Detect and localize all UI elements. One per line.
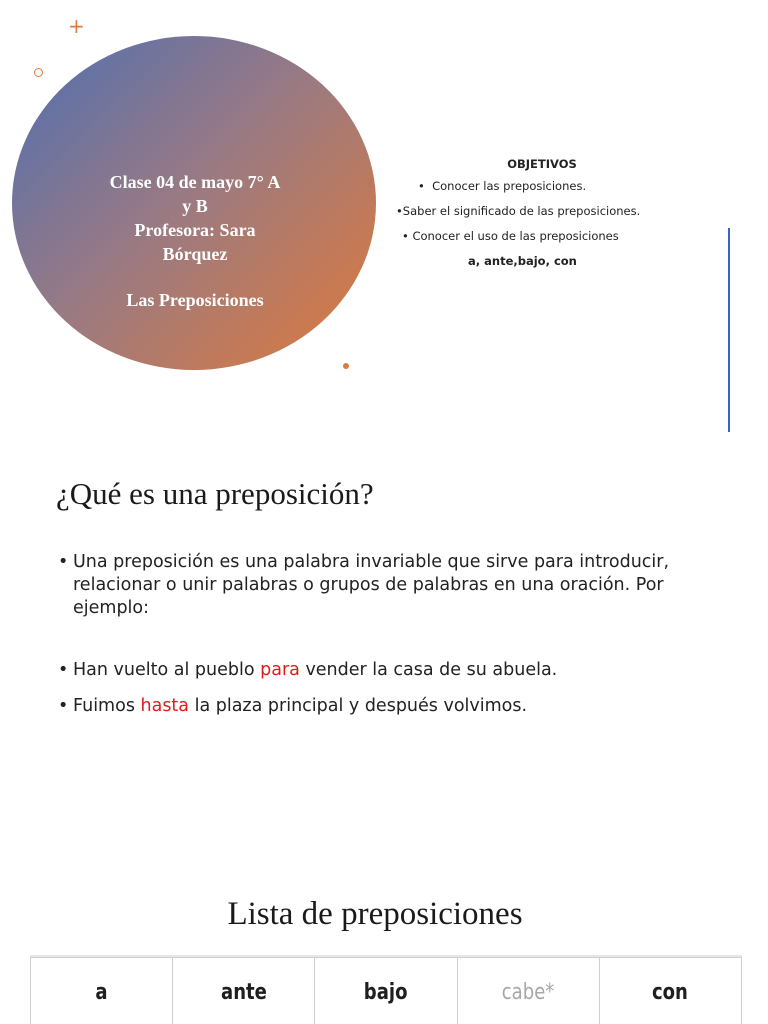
- list-title: Lista de preposiciones: [227, 896, 523, 932]
- definition-title: ¿Qué es una preposición?: [56, 476, 374, 511]
- class-date-line: Clase 04 de mayo 7° A: [109, 172, 281, 192]
- definition-bullets: [56, 551, 716, 718]
- highlight-preposition: para: [260, 660, 300, 680]
- bullet-icon: •: [58, 552, 69, 572]
- table-cell: a: [31, 958, 173, 1024]
- plus-decoration-icon: +: [68, 14, 85, 38]
- bullet-icon: •: [58, 660, 69, 680]
- definition-text: Una preposición es una palabra invariable que sirve para introducir, relacionar o unir palabras o grupos de palabras en una oración. Por ejemplo:: [73, 552, 670, 618]
- table-row: [31, 958, 742, 1024]
- example-bullet: • Fuimos hasta la plaza principal y después volvimos.: [58, 696, 528, 716]
- teacher-line: Profesora: Sara: [134, 220, 256, 240]
- prepositions-table: [30, 957, 742, 1024]
- objective-item: • Conocer el uso de las preposiciones: [402, 229, 619, 243]
- vertical-rule: [728, 228, 730, 432]
- objectives-title: OBJETIVOS: [507, 157, 577, 171]
- example-bullet: • Han vuelto al pueblo para vender la casa de su abuela.: [58, 660, 558, 680]
- highlight-preposition: hasta: [140, 696, 190, 716]
- table-cell: cabe*: [457, 958, 599, 1024]
- table-cell: ante: [173, 958, 315, 1024]
- class-group-line: y B: [182, 196, 208, 216]
- title-card-text: [80, 170, 310, 312]
- topic-line: Las Preposiciones: [126, 290, 264, 310]
- objective-item: • Conocer las preposiciones.: [418, 179, 587, 193]
- definition-bullet: [56, 551, 716, 620]
- objective-subitem: a, ante,bajo, con: [468, 254, 577, 268]
- table-cell: bajo: [315, 958, 457, 1024]
- dot-decoration-icon: [343, 363, 349, 369]
- table-cell: con: [599, 958, 741, 1024]
- bullet-icon: •: [58, 696, 69, 716]
- teacher-surname-line: Bórquez: [162, 244, 228, 264]
- objectives-block: [396, 157, 696, 268]
- objective-item: •Saber el significado de las preposiciones.: [396, 204, 641, 218]
- ring-decoration-icon: [34, 68, 43, 77]
